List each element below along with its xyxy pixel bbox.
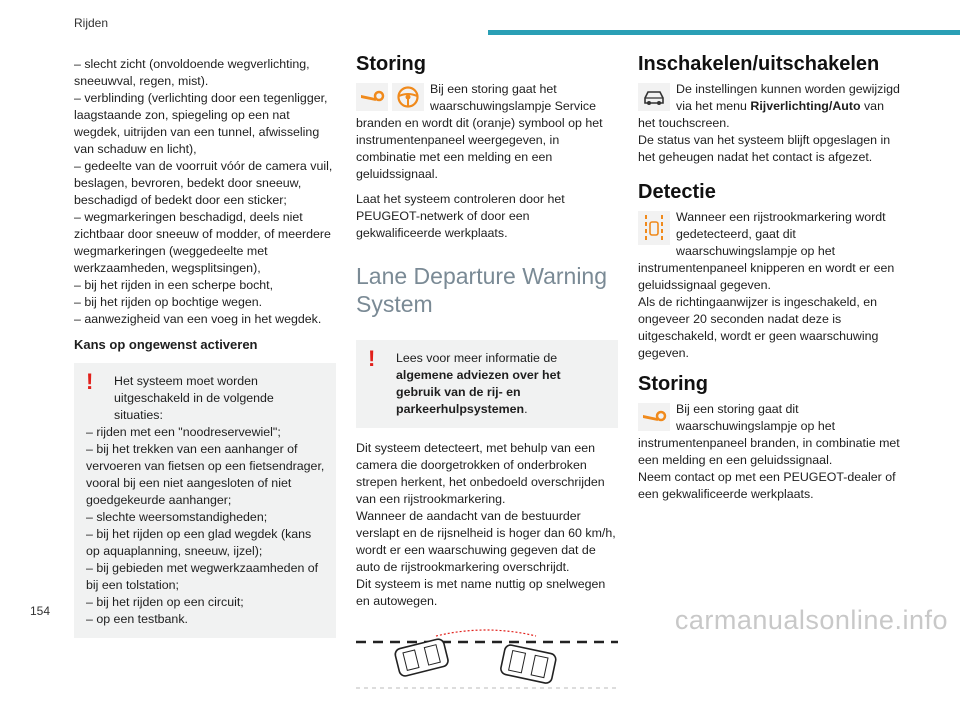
onoff-heading: Inschakelen/uitschakelen	[638, 53, 880, 75]
detect-text-2: Als de richtingaanwijzer is ingeschakeld, en ongeveer 20 seconden nadat deze is uitgeschakeld, wordt er geen waarschuwing gegeven.	[638, 295, 879, 360]
warning-icon: !	[368, 346, 376, 371]
warning-box	[74, 363, 336, 638]
list-item: – gedeelte van de voorruit vóór de camera vuil, beslagen, bevroren, bedekt door sneeuw, beschadigd of bedekt door een sticker;	[74, 159, 333, 207]
column-left	[74, 56, 336, 638]
wrench-icon	[638, 403, 670, 431]
car-settings-icons	[638, 83, 670, 111]
storing-text-4: Neem contact op met een PEUGEOT-dealer of een gekwalificeerde werkplaats.	[638, 470, 896, 501]
onoff-text	[638, 81, 900, 132]
list-item: – slechte weersomstandigheden;	[86, 510, 268, 524]
list-item: – bij het rijden op een circuit;	[86, 595, 244, 609]
info-text	[368, 346, 608, 418]
storing-text-2: Laat het systeem controleren door het PEUGEOT-netwerk of door een gekwalificeerde werkplaats.	[356, 192, 565, 240]
detection-icons	[638, 211, 670, 245]
onoff-text-end: van het touchscreen.	[638, 99, 884, 130]
storing-icons-2	[638, 403, 670, 431]
detect-text: Wanneer een rijstrookmarkering wordt gedetecteerd, gaat dit waarschuwingslampje op het instrumentenpaneel knipperen en wordt er een geluidssignaal gegeven.	[638, 210, 895, 292]
storing-text-3: Bij een storing gaat dit waarschuwingslampje op het instrumentenpaneel branden, in combinatie met een melding en een geluidssignaal.	[638, 402, 900, 467]
onoff-text-2: De status van het systeem blijft opgeslagen in het geheugen nadat het contact is afgezet.	[638, 133, 891, 164]
list-item: – rijden met een "noodreservewiel";	[86, 425, 281, 439]
list-item: – bij het rijden op bochtige wegen.	[74, 295, 263, 309]
steering-wheel-icon	[392, 83, 424, 111]
info-box	[356, 340, 618, 428]
section-title: Rijden	[74, 16, 109, 30]
onoff-text-lead: De instellingen kunnen worden gewijzigd via het menu	[676, 82, 900, 113]
section-heading: Kans op ongewenst activeren	[74, 337, 258, 352]
lane-description-2: Wanneer de aandacht van de bestuurder verslapt en de rijsnelheid is hoger dan 60 km/h, wordt er een waarschuwing gegeven dat de auto de rijstrookmarkering overschrijdt.	[356, 509, 616, 574]
warning-icon: !	[86, 369, 94, 394]
detectie-heading: Detectie	[638, 181, 716, 203]
watermark: carmanualsonline.info	[674, 605, 948, 635]
column-right	[638, 53, 900, 511]
info-text-link: algemene adviezen over het gebruik van de rij- en parkeerhulpsystemen	[396, 368, 561, 416]
list-item: – verblinding (verlichting door een tegenligger, laagstaande zon, spiegeling op een nat wegdek, uitrijden van een tunnel, afwisseling van schaduw en licht),	[74, 91, 328, 156]
list-item: – slecht zicht (onvoldoende wegverlichting, sneeuwval, regen, mist).	[74, 57, 310, 88]
lane-description-3: Dit systeem is met name nuttig op snelwegen en autowegen.	[356, 577, 606, 608]
list-item: – op een testbank.	[86, 612, 188, 626]
storing-icons	[356, 83, 424, 111]
car-icon	[638, 83, 670, 111]
storing-heading: Storing	[356, 53, 426, 75]
list-item: – bij het rijden in een scherpe bocht,	[74, 278, 274, 292]
list-item: – aanwezigheid van een voeg in het wegdek.	[74, 312, 322, 326]
lane-description-1: Dit systeem detecteert, met behulp van een camera die doorgetrokken of onderbroken strepen herkent, het onbedoeld overschrijden van een rijstrookmarkering.	[356, 441, 605, 506]
lane-departure-illustration	[356, 628, 618, 703]
page-number: 154	[30, 604, 51, 618]
list-item: – wegmarkeringen beschadigd, deels niet zichtbaar door sneeuw of modder, of meerdere wegmarkeringen (weggedeelte met werkzaamheden, wegsplitsingen),	[74, 210, 331, 275]
list-item: – bij gebieden met wegwerkzaamheden of bij een tolstation;	[86, 561, 319, 592]
info-text-end: .	[524, 402, 528, 416]
lane-departure-heading: Lane Departure Warning System	[356, 263, 608, 317]
wrench-icon	[356, 83, 388, 111]
storing-text: Bij een storing gaat het waarschuwingslampje Service branden en wordt dit (oranje) symbool op het instrumentenpaneel weergegeven, in combinatie met een melding en een geluidssignaal.	[356, 82, 603, 181]
list-item: – bij het trekken van een aanhanger of vervoeren van fietsen op een fietsendrager, vooral bij een niet aangesloten of niet goedgekeurde aanhanger;	[86, 442, 325, 507]
warning-intro: Het systeem moet worden uitgeschakeld in de volgende situaties:	[114, 374, 274, 422]
header-accent-bar	[488, 30, 960, 35]
lane-detection-icon	[638, 211, 670, 245]
info-text-lead: Lees voor meer informatie de	[396, 351, 558, 365]
list-item: – bij het rijden op een glad wegdek (kans op aquaplanning, sneeuw, ijzel);	[86, 527, 312, 558]
column-middle	[356, 53, 618, 703]
menu-path: Rijverlichting/Auto	[750, 99, 861, 113]
storing-heading-2: Storing	[638, 373, 708, 395]
